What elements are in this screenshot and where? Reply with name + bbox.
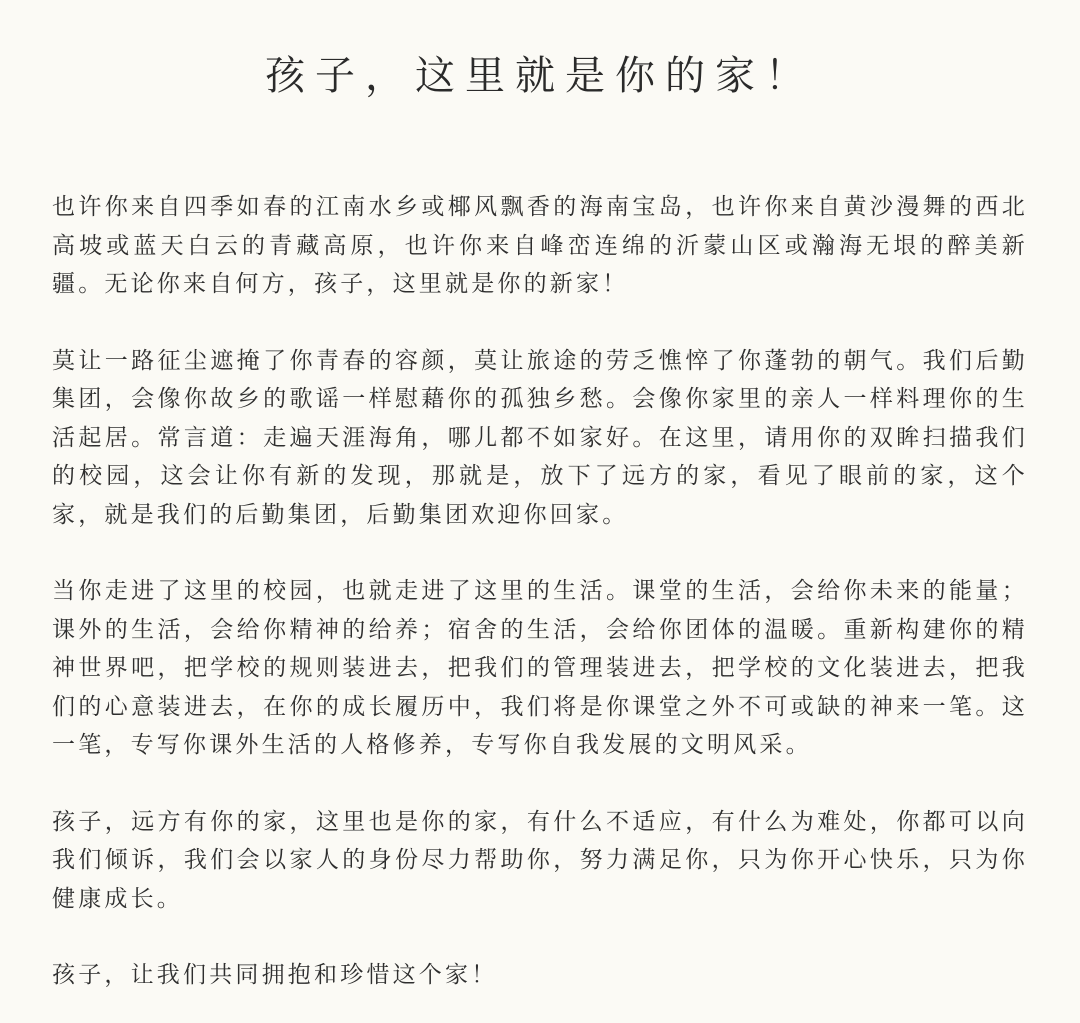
paragraph-closing: 孩子，让我们共同拥抱和珍惜这个家！ [52,962,498,988]
document-title: 孩子，这里就是你的家！ [265,53,815,99]
paragraph-origins: 也许你来自四季如春的江南水乡或椰风飘香的海南宝岛，也许你来自黄沙漫舞的西北高坡或蓝天白云的青藏高原，也许你来自峰峦连绵的沂蒙山区或瀚海无垠的醉美新疆。无论你来自何方，孩子，这里就是你的新家！ [52,194,1028,297]
paragraph-campus-life: 当你走进了这里的校园，也就走进了这里的生活。课堂的生活，会给你未来的能量；课外的生活，会给你精神的给养；宿舍的生活，会给你团体的温暖。重新构建你的精神世界吧，把学校的规则装进去，把我们的管理装进去，把学校的文化装进去，把我们的心意装进去，在你的成长履历中，我们将是你课堂之外不可或缺的神来一笔。这一笔，专写你课外生活的人格修养，专写你自我发展的文明风采。 [52,578,1028,758]
document-body [52,188,1028,995]
paragraph-support: 孩子，远方有你的家，这里也是你的家，有什么不适应，有什么为难处，你都可以向我们倾诉，我们会以家人的身份尽力帮助你，努力满足你，只为你开心快乐，只为你健康成长。 [52,808,1028,912]
paragraph-logistics-group: 莫让一路征尘遮掩了你青春的容颜，莫让旅途的劳乏憔悴了你蓬勃的朝气。我们后勤集团，会像你故乡的歌谣一样慰藉你的孤独乡愁。会像你家里的亲人一样料理你的生活起居。常言道：走遍天涯海角，哪儿都不如家好。在这里，请用你的双眸扫描我们的校园，这会让你有新的发现，那就是，放下了远方的家，看见了眼前的家，这个家，就是我们的后勤集团，后勤集团欢迎你回家。 [52,347,1028,528]
